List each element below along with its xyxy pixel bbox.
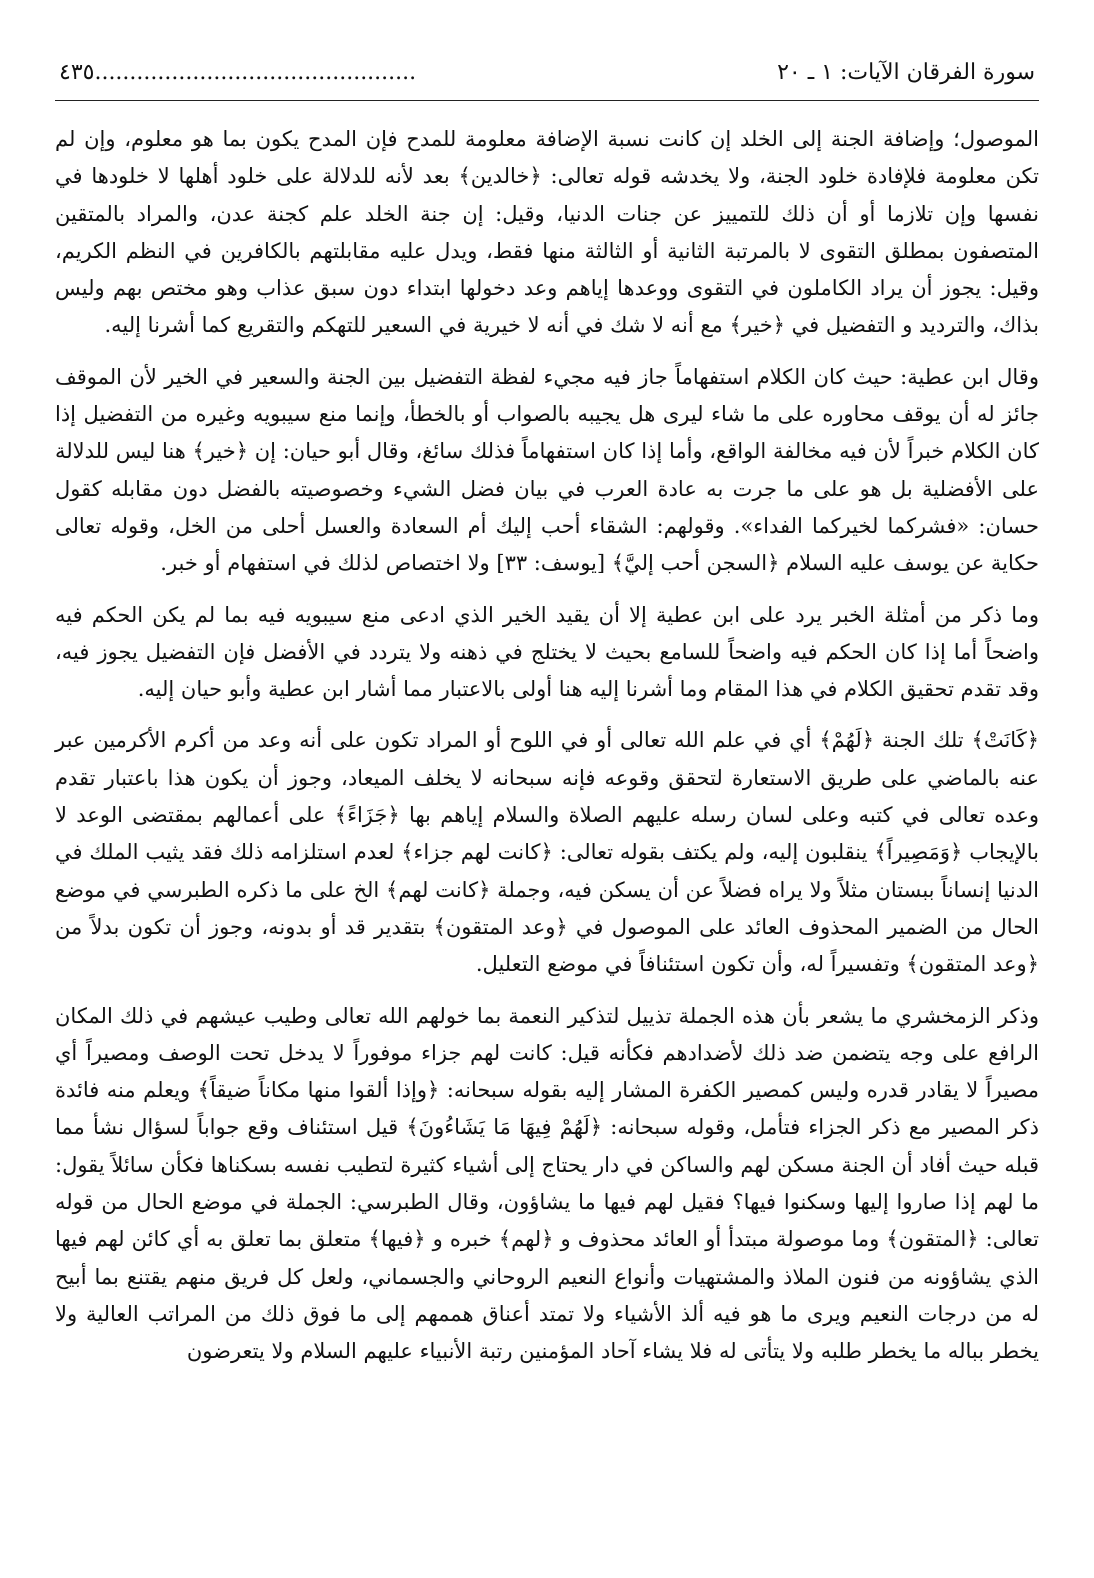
paragraph: ﴿كَانَتْ﴾ تلك الجنة ﴿لَهُمْ﴾ أي في علم الله تعالى أو في اللوح أو المراد تكون على أنه وعد من أكرم الأكرمين عبر عنه بالماضي على طريق الاستعارة لتحقق وقوعه فإنه سبحانه لا يخلف الميعاد، وجوز أن يكون هذا باعتبار تقدم وعده تعالى في كتبه وعلى لسان رسله عليهم الصلاة والسلام إياهم بها ﴿جَزَاءً﴾ على أعمالهم بمقتضى الوعد لا بالإيجاب ﴿وَمَصِيراً﴾ ينقلبون إليه، ولم يكتف بقوله تعالى: ﴿كانت لهم جزاء﴾ لعدم استلزامه ذلك فقد يثيب الملك في الدنيا إنساناً ببستان مثلاً ولا يراه فضلاً عن أن يسكن فيه، وجملة ﴿كانت لهم﴾ الخ على ما ذكره الطبرسي في موضع الحال من الضمير المحذوف العائد على الموصول في ﴿وعد المتقون﴾ بتقدير قد أو بدونه، وجوز أن تكون بدلاً من ﴿وعد المتقون﴾ وتفسيراً له، وأن تكون استئنافاً في موضع التعليل. [55,728,1039,977]
page-number: ٤٣٥.............................................. [59,60,417,85]
paragraph: وقال ابن عطية: حيث كان الكلام استفهاماً جاز فيه مجيء لفظة التفضيل بين الجنة والسعير في الخير لأن الموقف جائز له أن يوقف محاوره على ما شاء ليرى هل يجيبه بالصواب أو بالخطأ، وإنما منع سيبويه وغيره من التفضيل إذا كان الكلام خبراً لأن فيه مخالفة الواقع، وأما إذا كان استفهاماً فذلك سائغ، وقال أبو حيان: إن ﴿خير﴾ هنا ليس للدلالة على الأفضلية بل هو على ما جرت به عادة العرب في بيان فضل الشيء وخصوصيته بالفضل دون مقابله كقول حسان: «فشركما لخيركما الفداء». وقولهم: الشقاء أحب إليك أم السعادة والعسل أحلى من الخل، وقوله تعالى حكاية عن يوسف عليه السلام ﴿السجن أحب إليَّ﴾ [يوسف: ٣٣] ولا اختصاص لذلك في استفهام أو خبر. [55,364,1039,576]
running-header [55,60,1039,101]
book-page [55,60,1039,1560]
header-title: سورة الفرقان الآيات: ١ ـ ٢٠ [777,60,1035,85]
paragraph: الموصول؛ وإضافة الجنة إلى الخلد إن كانت نسبة الإضافة معلومة للمدح فإن المدح يكون بما هو معلوم، وإن لم تكن معلومة فلإفادة خلود الجنة، ولا يخدشه قوله تعالى: ﴿خالدين﴾ بعد لأنه للدلالة على خلود أهلها لا خلودها في نفسها وإن تلازما أو أن ذلك للتمييز عن جنات الدنيا، وقيل: إن جنة الخلد علم كجنة عدن، والمراد بالمتقين المتصفون بمطلق التقوى لا بالمرتبة الثانية أو الثالثة منها فقط، ويدل عليه مقابلتهم بالكافرين في النظم الكريم، وقيل: يجوز أن يراد الكاملون في التقوى ووعدها إياهم وعد دخولها ابتداء دون سبق عذاب وهو مختص بهم وليس بذاك، والترديد و التفضيل في ﴿خير﴾ مع أنه لا شك في أنه لا خيرية في السعير للتهكم والتقريع كما أشرنا إليه. [55,127,1039,338]
paragraph: وذكر الزمخشري ما يشعر بأن هذه الجملة تذييل لتذكير النعمة بما خولهم الله تعالى وطيب عيشهم في ذلك المكان الرافع على وجه يتضمن ضد ذلك لأضدادهم فكأنه قيل: كانت لهم جزاء موفوراً لا يدخل تحت الوصف ومصيراً أي مصيراً لا يقادر قدره وليس كمصير الكفرة المشار إليه بقوله سبحانه: ﴿وإذا ألقوا منها مكاناً ضيقاً﴾ ويعلم منه فائدة ذكر المصير مع ذكر الجزاء فتأمل، وقوله سبحانه: ﴿لَهُمْ فِيهَا مَا يَشَاءُونَ﴾ قيل استئناف وقع جواباً لسؤال نشأ مما قبله حيث أفاد أن الجنة مسكن لهم والساكن في دار يحتاج إلى أشياء كثيرة لتطيب نفسه بسكناها فكأن سائلاً يقول: ما لهم إذا صاروا إليها وسكنوا فيها؟ فقيل لهم فيها ما يشاؤون، وقال الطبرسي: الجملة في موضع الحال من قوله تعالى: ﴿المتقون﴾ وما موصولة مبتدأ أو العائد محذوف و ﴿لهم﴾ خبره و ﴿فيها﴾ متعلق بما تعلق به أي كائن لهم فيها الذي يشاؤونه من فنون الملاذ والمشتهيات وأنواع النعيم الروحاني والجسماني، ولعل كل فريق منهم يقتنع بما أبيح له من درجات النعيم ويرى ما هو فيه ألذ الأشياء ولا تمتد أعناق هممهم إلى ما فوق ذلك من المراتب العالية ولا يخطر بباله ما يخطر طلبه ولا يتأتى له فلا يشاء آحاد المؤمنين رتبة الأنبياء عليهم السلام ولا يتعرضون [55,1003,1039,1364]
paragraph: وما ذكر من أمثلة الخبر يرد على ابن عطية إلا أن يقيد الخير الذي ادعى منع سيبويه فيه بما لم يكن الحكم فيه واضحاً أما إذا كان الحكم فيه واضحاً للسامع بحيث لا يختلج في ذهنه ولا يتردد في الأفضل فإن التفضيل يجوز فيه، وقد تقدم تحقيق الكلام في هذا المقام وما أشرنا إليه هنا أولى بالاعتبار مما أشار ابن عطية وأبو حيان إليه. [55,602,1040,702]
page-body [55,121,1039,1371]
